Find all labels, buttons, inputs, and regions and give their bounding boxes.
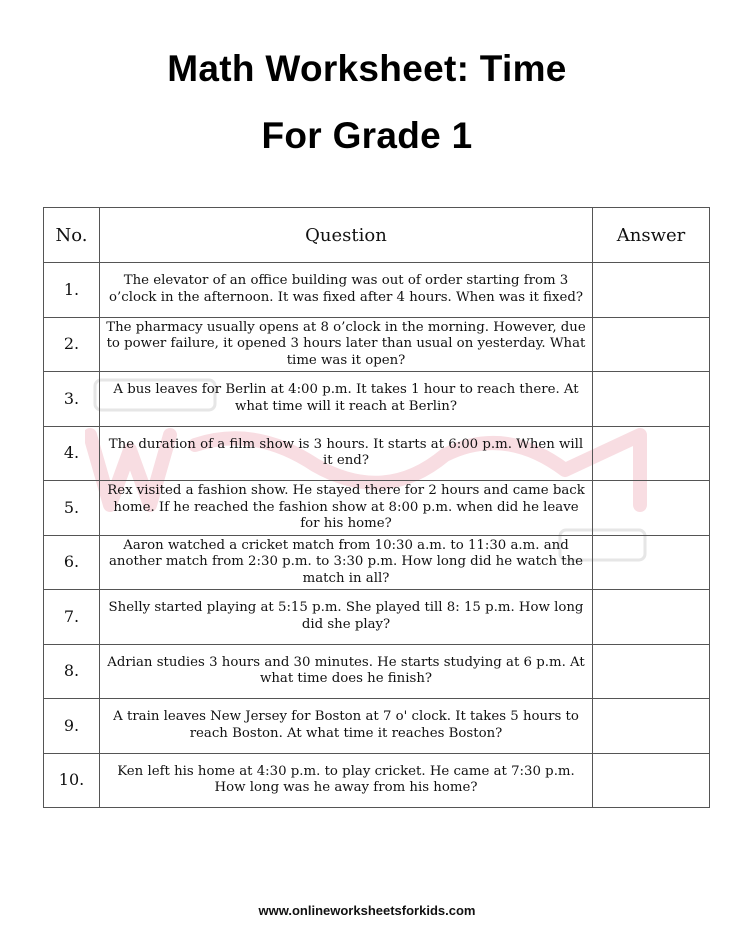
- question-text: Adrian studies 3 hours and 30 minutes. He starts studying at 6 p.m. At what time does he finish?: [100, 644, 593, 699]
- table-row: [44, 699, 710, 754]
- answer-cell[interactable]: [593, 263, 710, 318]
- table-row: [44, 263, 710, 318]
- question-text: Aaron watched a cricket match from 10:30 a.m. to 11:30 a.m. and another match from 2:30 p.m. to 3:30 p.m. How long did he watch the match in all?: [100, 535, 593, 590]
- worksheet-title: Math Worksheet: Time: [167, 48, 567, 89]
- question-text: Ken left his home at 4:30 p.m. to play cricket. He came at 7:30 p.m. How long was he away from his home?: [100, 753, 593, 808]
- question-text: A bus leaves for Berlin at 4:00 p.m. It takes 1 hour to reach there. At what time will it reach at Berlin?: [100, 372, 593, 427]
- answer-cell[interactable]: [593, 699, 710, 754]
- table-row: [44, 426, 710, 481]
- worksheet-subtitle: For Grade 1: [261, 115, 473, 156]
- question-number: 6.: [44, 535, 100, 590]
- header-question: Question: [100, 208, 593, 263]
- answer-cell[interactable]: [593, 317, 710, 372]
- questions-table: [43, 207, 710, 808]
- question-text: The elevator of an office building was out of order starting from 3 o’clock in the afternoon. It was fixed after 4 hours. When was it fixed?: [100, 263, 593, 318]
- header-no: No.: [44, 208, 100, 263]
- table-row: [44, 372, 710, 427]
- question-text: The duration of a film show is 3 hours. It starts at 6:00 p.m. When will it end?: [100, 426, 593, 481]
- question-number: 9.: [44, 699, 100, 754]
- question-number: 5.: [44, 481, 100, 536]
- question-number: 2.: [44, 317, 100, 372]
- answer-cell[interactable]: [593, 753, 710, 808]
- question-number: 7.: [44, 590, 100, 645]
- table-row: [44, 644, 710, 699]
- question-number: 1.: [44, 263, 100, 318]
- question-number: 10.: [44, 753, 100, 808]
- table-row: [44, 753, 710, 808]
- footer-url: www.onlineworksheetsforkids.com: [258, 903, 476, 918]
- question-text: Shelly started playing at 5:15 p.m. She played till 8: 15 p.m. How long did she play?: [100, 590, 593, 645]
- question-text: A train leaves New Jersey for Boston at 7 o' clock. It takes 5 hours to reach Boston. At what time it reaches Boston?: [100, 699, 593, 754]
- answer-cell[interactable]: [593, 535, 710, 590]
- table-header-row: [44, 208, 710, 263]
- question-number: 3.: [44, 372, 100, 427]
- answer-cell[interactable]: [593, 481, 710, 536]
- header-answer: Answer: [593, 208, 710, 263]
- table-row: [44, 535, 710, 590]
- table-row: [44, 317, 710, 372]
- question-text: Rex visited a fashion show. He stayed there for 2 hours and came back home. If he reached the fashion show at 8:00 p.m. when did he leave for his home?: [100, 481, 593, 536]
- answer-cell[interactable]: [593, 372, 710, 427]
- question-number: 8.: [44, 644, 100, 699]
- answer-cell[interactable]: [593, 590, 710, 645]
- question-text: The pharmacy usually opens at 8 o’clock in the morning. However, due to power failure, it opened 3 hours later than usual on yesterday. What time was it open?: [100, 317, 593, 372]
- table-row: [44, 481, 710, 536]
- answer-cell[interactable]: [593, 644, 710, 699]
- table-row: [44, 590, 710, 645]
- answer-cell[interactable]: [593, 426, 710, 481]
- question-number: 4.: [44, 426, 100, 481]
